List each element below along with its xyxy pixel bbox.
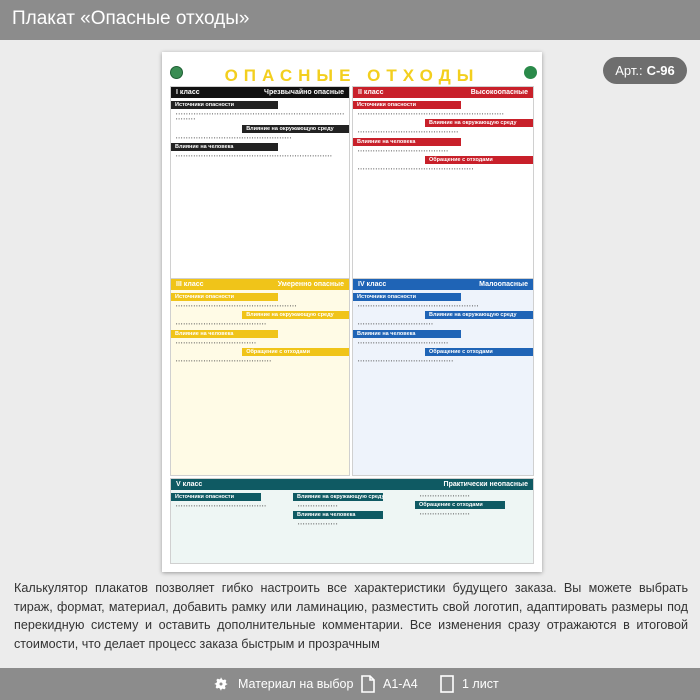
class-1-name: Чрезвычайно опасные: [264, 89, 344, 96]
class-3-environment-heading: Влияние на окружающую среду: [242, 311, 349, 319]
feature-material: [212, 668, 353, 700]
class-4-panel: IV класс Малоопасные Источники опасности ▪ ▪ ▪ ▪ ▪ ▪ ▪ ▪ ▪ ▪ ▪ ▪ ▪ ▪ ▪ ▪ ▪ ▪ ▪ ▪ ▪ ▪ ▪ ▪ ▪ ▪ ▪ ▪ ▪ ▪ ▪ ▪ ▪ ▪ ▪ ▪ ▪ ▪ ▪ ▪ ▪ ▪ ▪ ▪ ▪ ▪ ▪ ▪ Влияние на окружающую среду ▪ ▪ ▪ ▪ ▪ ▪ ▪ ▪ ▪ ▪ ▪ ▪ ▪ ▪ ▪ ▪ ▪ ▪ ▪ ▪ ▪ ▪ ▪ ▪ ▪ ▪ ▪ ▪ ▪ ▪ Влияние на человека ▪ ▪ ▪ ▪ ▪ ▪ ▪ ▪ ▪ ▪ ▪ ▪ ▪ ▪ ▪ ▪ ▪ ▪ ▪ ▪ ▪ ▪ ▪ ▪ ▪ ▪ ▪ ▪ ▪ ▪ ▪ ▪ ▪ ▪ ▪ ▪ Обращение с отходами ▪ ▪ ▪ ▪ ▪ ▪ ▪ ▪ ▪ ▪ ▪ ▪ ▪ ▪ ▪ ▪ ▪ ▪ ▪ ▪ ▪ ▪ ▪ ▪ ▪ ▪ ▪ ▪ ▪ ▪ ▪ ▪ ▪ ▪ ▪ ▪ ▪ ▪: [352, 278, 534, 476]
sku-label: Арт.:: [615, 63, 643, 78]
class-3-panel: III класс Умеренно опасные Источники опасности ▪ ▪ ▪ ▪ ▪ ▪ ▪ ▪ ▪ ▪ ▪ ▪ ▪ ▪ ▪ ▪ ▪ ▪ ▪ ▪ ▪ ▪ ▪ ▪ ▪ ▪ ▪ ▪ ▪ ▪ ▪ ▪ ▪ ▪ ▪ ▪ ▪ ▪ ▪ ▪ ▪ ▪ ▪ ▪ ▪ ▪ ▪ ▪ Влияние на окружающую среду ▪ ▪ ▪ ▪ ▪ ▪ ▪ ▪ ▪ ▪ ▪ ▪ ▪ ▪ ▪ ▪ ▪ ▪ ▪ ▪ ▪ ▪ ▪ ▪ ▪ ▪ ▪ ▪ ▪ ▪ ▪ ▪ ▪ ▪ ▪ ▪ Влияние на человека ▪ ▪ ▪ ▪ ▪ ▪ ▪ ▪ ▪ ▪ ▪ ▪ ▪ ▪ ▪ ▪ ▪ ▪ ▪ ▪ ▪ ▪ ▪ ▪ ▪ ▪ ▪ ▪ ▪ ▪ ▪ ▪ Обращение с отходами ▪ ▪ ▪ ▪ ▪ ▪ ▪ ▪ ▪ ▪ ▪ ▪ ▪ ▪ ▪ ▪ ▪ ▪ ▪ ▪ ▪ ▪ ▪ ▪ ▪ ▪ ▪ ▪ ▪ ▪ ▪ ▪ ▪ ▪ ▪ ▪ ▪ ▪: [170, 278, 350, 476]
class-1-human-heading: Влияние на человека: [171, 143, 278, 151]
class-4-environment-heading: Влияние на окружающую среду: [425, 311, 533, 319]
class-3-handling-heading: Обращение с отходами: [242, 348, 349, 356]
poster-preview: [162, 52, 542, 572]
class-3-sources-heading: Источники опасности: [171, 293, 278, 301]
feature-material-label: Материал на выбор: [238, 677, 354, 691]
class-4-human-heading: Влияние на человека: [353, 330, 461, 338]
class-5-environment-heading: Влияние на окружающую среду: [293, 493, 383, 501]
class-4-handling-heading: Обращение с отходами: [425, 348, 533, 356]
page-title: Плакат «Опасные отходы»: [12, 8, 250, 29]
class-4-name: Малоопасные: [479, 281, 528, 288]
class-5-sources-heading: Источники опасности: [171, 493, 261, 501]
class-1-environment-heading: Влияние на окружающую среду: [242, 125, 349, 133]
leaf-logo-icon: [524, 66, 537, 79]
class-4-number: IV класс: [358, 281, 387, 288]
sku-code: С-96: [646, 63, 675, 78]
sheet-icon: [440, 675, 454, 693]
class-3-human-heading: Влияние на человека: [171, 330, 278, 338]
class-1-sources-text: ▪ ▪ ▪ ▪ ▪ ▪ ▪ ▪ ▪ ▪ ▪ ▪ ▪ ▪ ▪ ▪ ▪ ▪ ▪ ▪ ▪ ▪ ▪ ▪ ▪ ▪ ▪ ▪ ▪ ▪ ▪ ▪ ▪ ▪ ▪ ▪ ▪ ▪ ▪ ▪ ▪ ▪ ▪ ▪ ▪ ▪ ▪ ▪ ▪ ▪ ▪ ▪ ▪ ▪ ▪ ▪ ▪ ▪ ▪ ▪ ▪ ▪ ▪ ▪ ▪ ▪ ▪ ▪ ▪ ▪ ▪ ▪ ▪ ▪: [176, 111, 344, 122]
feature-sheets: [440, 668, 499, 700]
class-5-handling-heading: Обращение с отходами: [415, 501, 505, 509]
class-5-name: Практически неопасные: [443, 481, 528, 488]
features-bar: [0, 668, 700, 700]
class-2-handling-heading: Обращение с отходами: [425, 156, 533, 164]
class-2-panel: II класс Высокоопасные Источники опасности ▪ ▪ ▪ ▪ ▪ ▪ ▪ ▪ ▪ ▪ ▪ ▪ ▪ ▪ ▪ ▪ ▪ ▪ ▪ ▪ ▪ ▪ ▪ ▪ ▪ ▪ ▪ ▪ ▪ ▪ ▪ ▪ ▪ ▪ ▪ ▪ ▪ ▪ ▪ ▪ ▪ ▪ ▪ ▪ ▪ ▪ ▪ ▪ ▪ ▪ ▪ ▪ ▪ ▪ ▪ ▪ ▪ ▪ Влияние на окружающую среду ▪ ▪ ▪ ▪ ▪ ▪ ▪ ▪ ▪ ▪ ▪ ▪ ▪ ▪ ▪ ▪ ▪ ▪ ▪ ▪ ▪ ▪ ▪ ▪ ▪ ▪ ▪ ▪ ▪ ▪ ▪ ▪ ▪ ▪ ▪ ▪ ▪ ▪ ▪ ▪ Влияние на человека ▪ ▪ ▪ ▪ ▪ ▪ ▪ ▪ ▪ ▪ ▪ ▪ ▪ ▪ ▪ ▪ ▪ ▪ ▪ ▪ ▪ ▪ ▪ ▪ ▪ ▪ ▪ ▪ ▪ ▪ ▪ ▪ ▪ ▪ ▪ ▪ Обращение с отходами ▪ ▪ ▪ ▪ ▪ ▪ ▪ ▪ ▪ ▪ ▪ ▪ ▪ ▪ ▪ ▪ ▪ ▪ ▪ ▪ ▪ ▪ ▪ ▪ ▪ ▪ ▪ ▪ ▪ ▪ ▪ ▪ ▪ ▪ ▪ ▪ ▪ ▪ ▪ ▪ ▪ ▪ ▪ ▪ ▪ ▪: [352, 86, 534, 322]
feature-format: [361, 668, 418, 700]
class-1-sources-heading: Источники опасности: [171, 101, 278, 109]
class-1-panel: I класс Чрезвычайно опасные Источники опасности ▪ ▪ ▪ ▪ ▪ ▪ ▪ ▪ ▪ ▪ ▪ ▪ ▪ ▪ ▪ ▪ ▪ ▪ ▪ ▪ ▪ ▪ ▪ ▪ ▪ ▪ ▪ ▪ ▪ ▪ ▪ ▪ ▪ ▪ ▪ ▪ ▪ ▪ ▪ ▪ ▪ ▪ ▪ ▪ ▪ ▪ ▪ ▪ ▪ ▪ ▪ ▪ ▪ ▪ ▪ ▪ ▪ ▪ ▪ ▪ ▪ ▪ ▪ ▪ ▪ ▪ ▪ ▪ ▪ ▪ ▪ ▪ ▪ ▪ Влияние на окружающую среду ▪ ▪ ▪ ▪ ▪ ▪ ▪ ▪ ▪ ▪ ▪ ▪ ▪ ▪ ▪ ▪ ▪ ▪ ▪ ▪ ▪ ▪ ▪ ▪ ▪ ▪ ▪ ▪ ▪ ▪ ▪ ▪ ▪ ▪ ▪ ▪ ▪ ▪ ▪ ▪ ▪ ▪ ▪ ▪ ▪ ▪ Влияние на человека ▪ ▪ ▪ ▪ ▪ ▪ ▪ ▪ ▪ ▪ ▪ ▪ ▪ ▪ ▪ ▪ ▪ ▪ ▪ ▪ ▪ ▪ ▪ ▪ ▪ ▪ ▪ ▪ ▪ ▪ ▪ ▪ ▪ ▪ ▪ ▪ ▪ ▪ ▪ ▪ ▪ ▪ ▪ ▪ ▪ ▪ ▪ ▪ ▪ ▪ ▪ ▪ ▪ ▪ ▪ ▪ ▪ ▪ ▪ ▪ ▪ ▪: [170, 86, 350, 322]
class-2-name: Высокоопасные: [470, 89, 528, 96]
header-bar: [0, 0, 700, 40]
poster-title: ОПАСНЫЕ ОТХОДЫ: [224, 66, 480, 85]
sku-badge: [603, 57, 687, 84]
class-5-panel: V класс Практически неопасные Источники опасности ▪ ▪ ▪ ▪ ▪ ▪ ▪ ▪ ▪ ▪ ▪ ▪ ▪ ▪ ▪ ▪ ▪ ▪ ▪ ▪ ▪ ▪ ▪ ▪ ▪ ▪ ▪ ▪ ▪ ▪ ▪ ▪ ▪ ▪ ▪ ▪ Влияние на окружающую среду ▪ ▪ ▪ ▪ ▪ ▪ ▪ ▪ ▪ ▪ ▪ ▪ ▪ ▪ ▪ ▪ Влияние на человека ▪ ▪ ▪ ▪ ▪ ▪ ▪ ▪ ▪ ▪ ▪ ▪ ▪ ▪ ▪ ▪ ▪ ▪ ▪ ▪ ▪ ▪ ▪ ▪ ▪ ▪ ▪ ▪ ▪ ▪ ▪ ▪ ▪ ▪ ▪ ▪ Обращение с отходами ▪ ▪ ▪ ▪ ▪ ▪ ▪ ▪ ▪ ▪ ▪ ▪ ▪ ▪ ▪ ▪ ▪ ▪ ▪ ▪: [170, 478, 534, 564]
class-5-number: V класс: [176, 481, 203, 488]
class-5-human-heading: Влияние на человека: [293, 511, 383, 519]
class-2-number: II класс: [358, 89, 384, 96]
product-description: Калькулятор плакатов позволяет гибко настроить все характеристики будущего заказа. Вы можете выбрать тираж, формат, материал, добавить рамку или ламинацию, разместить свой логотип, адаптировать размеры под перекидную систему и оставить дополнительные комментарии. Все изменения сразу отражаются в итоговой стоимости, что делает процесс заказа быстрым и прозрачным: [14, 581, 688, 651]
class-2-environment-heading: Влияние на окружающую среду: [425, 119, 533, 127]
document-icon: [361, 675, 375, 693]
class-2-sources-heading: Источники опасности: [353, 101, 461, 109]
class-2-human-heading: Влияние на человека: [353, 138, 461, 146]
class-3-name: Умеренно опасные: [277, 281, 344, 288]
class-3-number: III класс: [176, 281, 204, 288]
feature-sheets-label: 1 лист: [462, 677, 499, 691]
class-1-number: I класс: [176, 89, 200, 96]
class-4-sources-heading: Источники опасности: [353, 293, 461, 301]
feature-format-label: А1-А4: [383, 677, 418, 691]
gear-icon: [212, 675, 230, 693]
